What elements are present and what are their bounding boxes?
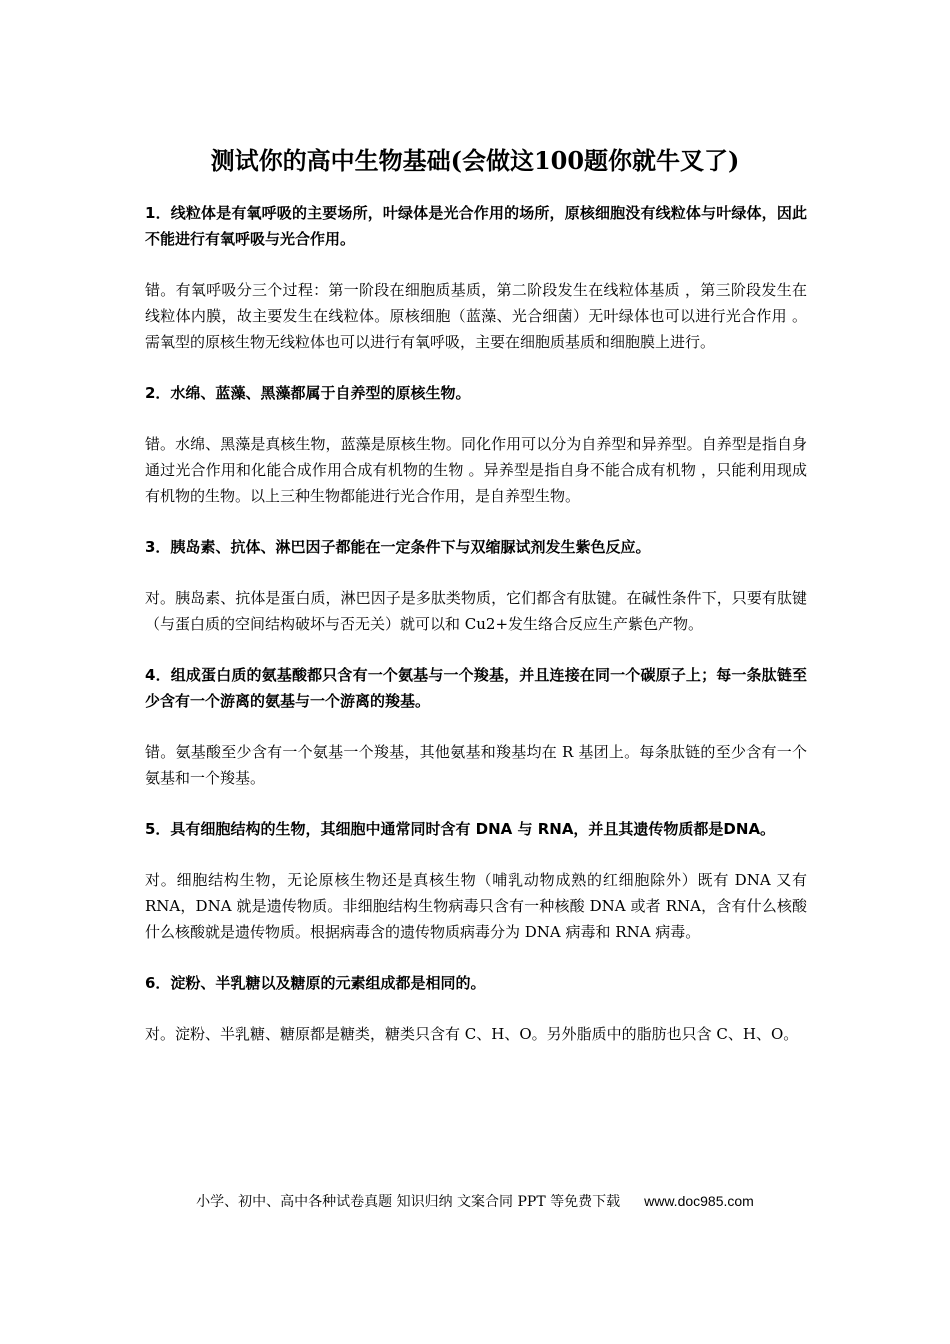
answer-5: 对。细胞结构生物，无论原核生物还是真核生物（哺乳动物成熟的红细胞除外）既有 DNA 又有 RNA，DNA 就是遗传物质。非细胞结构生物病毒只含有一种核酸 DNA 或者 RNA，含有什么核酸什么核酸就是遗传物质。根据病毒含的遗传物质病毒分为 DNA 病毒和 RNA 病毒。 — [145, 871, 807, 941]
answer-4: 错。氨基酸至少含有一个氨基一个羧基，其他氨基和羧基均在 R 基团上。每条肽链的至少含有一个氨基和一个羧基。 — [145, 743, 807, 787]
question-5: 5．具有细胞结构的生物，其细胞中通常同时含有 DNA 与 RNA，并且其遗传物质都是DNA。 — [145, 820, 776, 838]
question-2: 2．水绵、蓝藻、黑藻都属于自养型的原核生物。 — [145, 384, 471, 402]
question-1: 1．线粒体是有氧呼吸的主要场所，叶绿体是光合作用的场所，原核细胞没有线粒体与叶绿体，因此不能进行有氧呼吸与光合作用。 — [145, 204, 807, 248]
question-6: 6．淀粉、半乳糖以及糖原的元素组成都是相同的。 — [145, 974, 486, 992]
question-3: 3．胰岛素、抗体、淋巴因子都能在一定条件下与双缩脲试剂发生紫色反应。 — [145, 538, 651, 556]
document-body — [145, 200, 807, 1047]
answer-2: 错。水绵、黑藻是真核生物，蓝藻是原核生物。同化作用可以分为自养型和异养型。自养型是指自身通过光合作用和化能合成作用合成有机物的生物 。异养型是指自身不能合成有机物 ，只能利用现成有机物的生物。以上三种生物都能进行光合作用，是自养型生物。 — [145, 435, 807, 505]
page-footer — [0, 1190, 950, 1213]
question-4: 4．组成蛋白质的氨基酸都只含有一个氨基与一个羧基，并且连接在同一个碳原子上；每一条肽链至少含有一个游离的氨基与一个游离的羧基。 — [145, 666, 807, 710]
footer-url[interactable]: www.doc985.com — [644, 1193, 754, 1209]
answer-3: 对。胰岛素、抗体是蛋白质，淋巴因子是多肽类物质，它们都含有肽键。在碱性条件下，只要有肽键（与蛋白质的空间结构破坏与否无关）就可以和 Cu2+发生络合反应生产紫色产物。 — [145, 589, 807, 633]
answer-1: 错。有氧呼吸分三个过程：第一阶段在细胞质基质，第二阶段发生在线粒体基质 ，第三阶段发生在线粒体内膜，故主要发生在线粒体。原核细胞（蓝藻、光合细菌）无叶绿体也可以进行光合作用 。需氧型的原核生物无线粒体也可以进行有氧呼吸，主要在细胞质基质和细胞膜上进行。 — [145, 281, 807, 351]
document-title: 测试你的高中生物基础(会做这100题你就牛叉了) — [210, 146, 740, 175]
footer-text: 小学、初中、高中各种试卷真题 知识归纳 文案合同 PPT 等免费下载 — [196, 1194, 621, 1210]
answer-6: 对。淀粉、半乳糖、糖原都是糖类，糖类只含有 C、H、O。另外脂质中的脂肪也只含 C、H、O。 — [145, 1025, 799, 1043]
